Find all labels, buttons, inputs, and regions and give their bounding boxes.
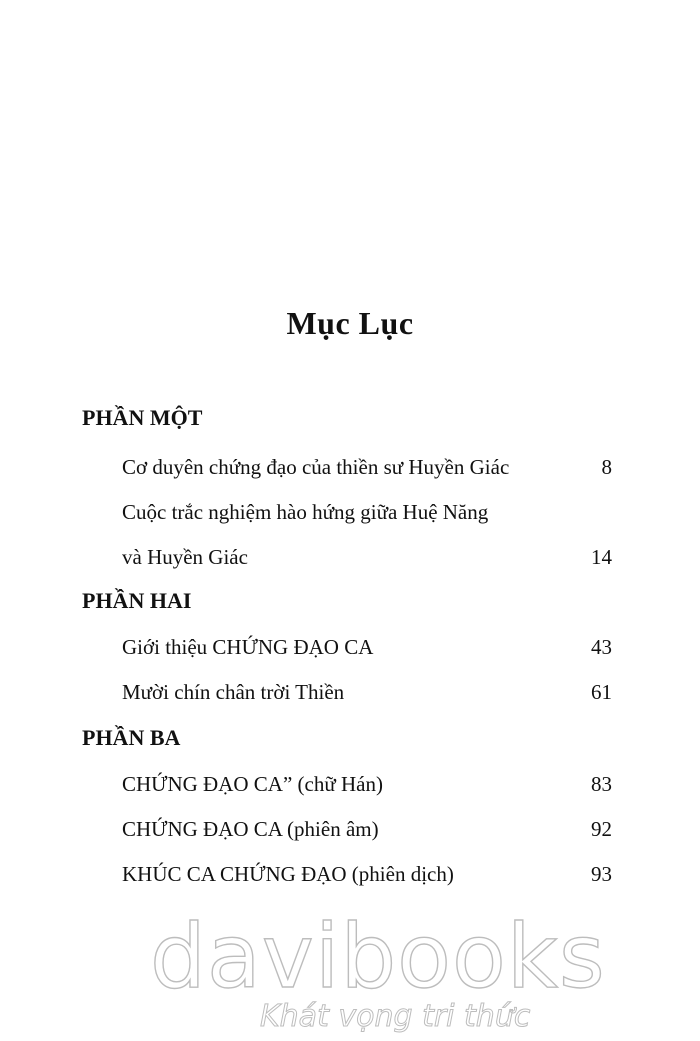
toc-entry-title: KHÚC CA CHỨNG ĐẠO (phiên dịch) xyxy=(122,862,454,886)
toc-entry-page: 14 xyxy=(591,545,612,569)
toc-entry-title: Giới thiệu CHỨNG ĐẠO CA xyxy=(122,635,374,659)
toc-entry-page: 61 xyxy=(591,680,612,704)
toc-entry xyxy=(122,772,612,797)
watermark-tagline: Khát vọng tri thức xyxy=(260,999,531,1034)
watermark-brand: davibooks xyxy=(150,905,606,1008)
part-three-heading: PHẦN BA xyxy=(82,725,181,750)
toc-entry-page: 8 xyxy=(601,455,612,479)
part-two-heading: PHẦN HAI xyxy=(82,588,192,613)
toc-entry-page: 43 xyxy=(591,635,612,659)
toc-entry xyxy=(122,455,612,480)
toc-entry-page: 83 xyxy=(591,772,612,796)
toc-entry xyxy=(122,635,612,660)
toc-entry-title: CHỨNG ĐẠO CA (phiên âm) xyxy=(122,817,379,841)
toc-entry xyxy=(122,545,612,570)
toc-entry-title: Cơ duyên chứng đạo của thiền sư Huyền Giác xyxy=(122,455,510,479)
toc-title: Mục Lục xyxy=(286,305,414,341)
part-one-heading: PHẦN MỘT xyxy=(82,405,203,430)
toc-entry-title: CHỨNG ĐẠO CA” (chữ Hán) xyxy=(122,772,383,796)
toc-entry-title-line1: Cuộc trắc nghiệm hào hứng giữa Huệ Năng xyxy=(122,500,489,524)
toc-entry xyxy=(122,817,612,842)
toc-entry-title-line2: và Huyền Giác xyxy=(122,545,248,569)
toc-entry xyxy=(122,862,612,887)
toc-entry xyxy=(122,680,612,705)
toc-entry-page: 92 xyxy=(591,817,612,841)
toc-entry-page: 93 xyxy=(591,862,612,886)
toc-entry-title: Mười chín chân trời Thiền xyxy=(122,680,345,704)
